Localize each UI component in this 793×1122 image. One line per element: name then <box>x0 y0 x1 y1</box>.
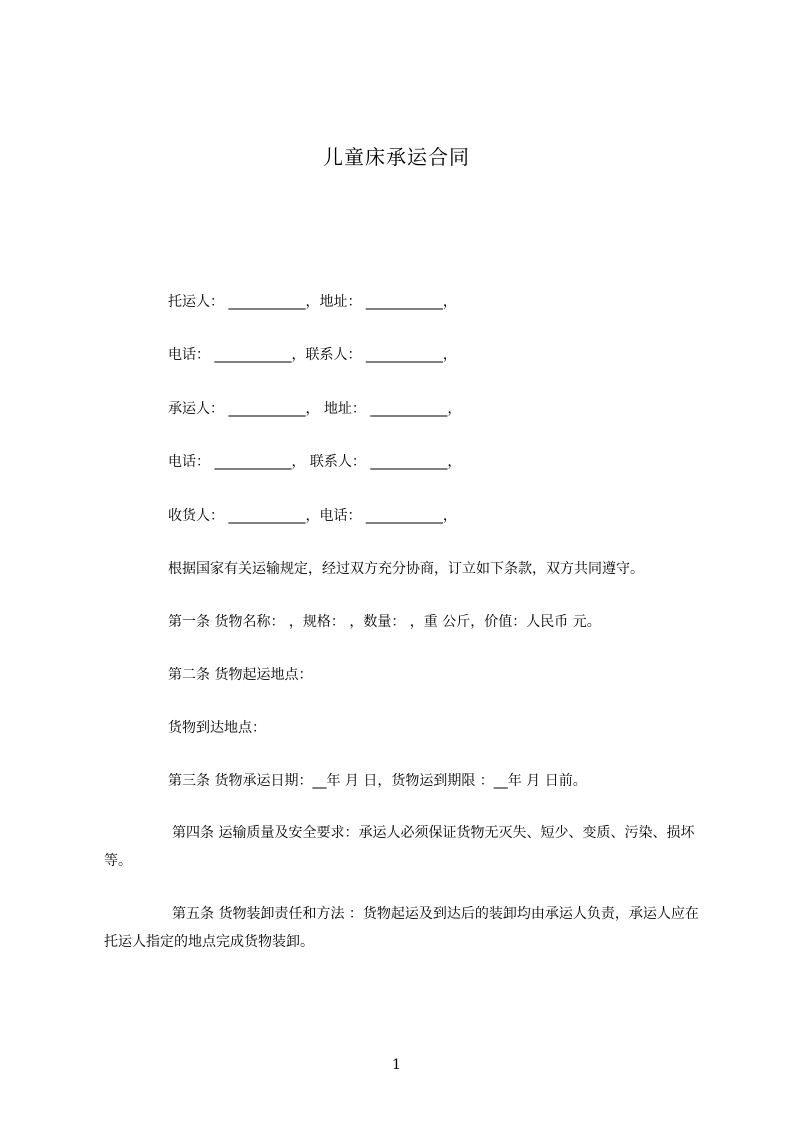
contract-title: 儿童床承运合同 <box>323 145 470 169</box>
carrier-phone-line: 电话： ___________， 联系人： ___________， <box>168 454 462 470</box>
carrier-line: 承运人： ___________， 地址： ___________， <box>168 401 462 417</box>
article-1-line: 第一条 货物名称： ，规格： ，数量： ，重 公斤，价值：人民币 元。 <box>168 614 601 630</box>
destination-line: 货物到达地点： <box>168 720 266 736</box>
article-5-paragraph: 第五条 货物装卸责任和方法 ：货物起运及到达后的装卸均由承运人负责，承运人应在托运人指定的地点完成货物装卸。 <box>104 906 699 950</box>
article-2-line: 第二条 货物起运地点： <box>168 667 313 683</box>
article-3-line: 第三条 货物承运日期：__年 月 日，货物运到期限 ：__年 月 日前。 <box>168 773 587 789</box>
shipper-phone-line: 电话： ___________，联系人： ___________， <box>168 347 457 363</box>
article-4-paragraph: 第四条 运输质量及安全要求：承运人必须保证货物无灭失、短少、变质、污染、损坏等。 <box>104 825 695 869</box>
consignee-line: 收货人： ___________，电话： ___________， <box>168 508 457 524</box>
preamble-line: 根据国家有关运输规定，经过双方充分协商，订立如下条款，双方共同遵守。 <box>168 561 644 577</box>
shipper-line: 托运人： ___________，地址： ___________， <box>168 294 457 310</box>
page-number: 1 <box>392 1057 401 1073</box>
